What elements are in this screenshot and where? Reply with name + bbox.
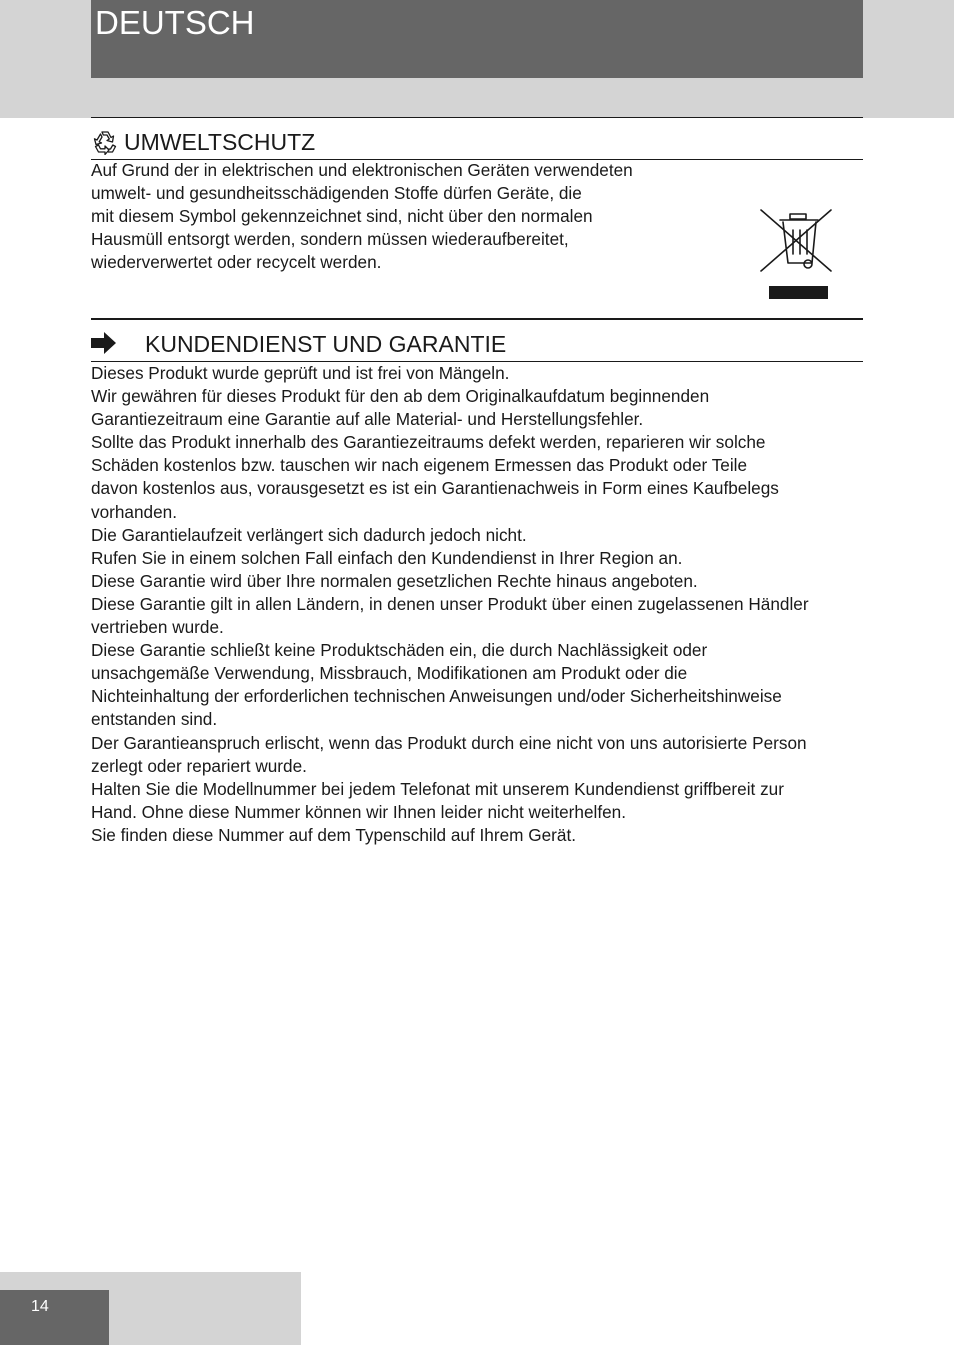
weee-bar bbox=[769, 286, 828, 299]
section-umweltschutz bbox=[91, 117, 863, 307]
umwelt-paragraph bbox=[91, 159, 633, 274]
section-top-rule bbox=[91, 117, 863, 118]
text-line: wiederverwertet oder recycelt werden. bbox=[91, 252, 382, 273]
arrow-right-icon bbox=[91, 332, 117, 354]
kundendienst-paragraph bbox=[91, 362, 809, 847]
text-line: Hand. Ohne diese Nummer können wir Ihnen leider nicht weiterhelfen. bbox=[91, 801, 627, 822]
section-title: UMWELTSCHUTZ bbox=[124, 129, 316, 155]
text-line: Schäden kostenlos bzw. tauschen wir nach eigenem Ermessen das Produkt oder Teile bbox=[91, 455, 748, 476]
text-line: Diese Garantie gilt in allen Ländern, in denen unser Produkt über einen zugelassenen Händler bbox=[91, 593, 809, 614]
text-line: umwelt- und gesundheitsschädigenden Stoffe dürfen Geräte, die bbox=[91, 183, 582, 204]
section-heading bbox=[91, 119, 863, 160]
text-line: vorhanden. bbox=[91, 501, 178, 522]
text-line: Sollte das Produkt innerhalb des Garantiezeitraums defekt werden, reparieren wir solche bbox=[91, 432, 766, 453]
section-top-rule bbox=[91, 318, 863, 320]
text-line: unsachgemäße Verwendung, Missbrauch, Modifikationen am Produkt oder die bbox=[91, 663, 688, 684]
section-kundendienst bbox=[91, 318, 863, 858]
text-line: Sie finden diese Nummer auf dem Typenschild auf Ihrem Gerät. bbox=[91, 824, 576, 845]
text-line: vertrieben wurde. bbox=[91, 617, 224, 638]
text-line: zerlegt oder repariert wurde. bbox=[91, 755, 307, 776]
section-title: KUNDENDIENST UND GARANTIE bbox=[145, 331, 507, 357]
text-line: Rufen Sie in einem solchen Fall einfach den Kundendienst in Ihrer Region an. bbox=[91, 547, 683, 568]
page-language-title: DEUTSCH bbox=[95, 4, 255, 41]
page-number: 14 bbox=[31, 1298, 49, 1315]
crossed-out-wheelie-bin-icon bbox=[760, 208, 834, 274]
section-heading bbox=[91, 321, 863, 362]
text-line: Garantiezeitraum eine Garantie auf alle Material- und Herstellungsfehler. bbox=[91, 409, 644, 430]
text-line: Diese Garantie wird über Ihre normalen gesetzlichen Rechte hinaus angeboten. bbox=[91, 570, 698, 591]
text-line: Dieses Produkt wurde geprüft und ist frei von Mängeln. bbox=[91, 363, 510, 383]
text-line: entstanden sind. bbox=[91, 709, 218, 730]
text-line: Die Garantielaufzeit verlängert sich dadurch jedoch nicht. bbox=[91, 524, 527, 545]
page-number-box bbox=[0, 1290, 109, 1345]
text-line: Hausmüll entsorgt werden, sondern müssen wiederaufbereitet, bbox=[91, 229, 569, 250]
text-line: Auf Grund der in elektrischen und elektronischen Geräten verwendeten bbox=[91, 160, 633, 180]
text-line: davon kostenlos aus, vorausgesetzt es ist ein Garantienachweis in Form eines Kaufbelegs bbox=[91, 478, 779, 499]
text-line: Halten Sie die Modellnummer bei jedem Telefonat mit unserem Kundendienst griffbereit zur bbox=[91, 778, 784, 799]
recycle-icon bbox=[92, 129, 118, 155]
text-line: Nichteinhaltung der erforderlichen technischen Anweisungen und/oder Sicherheitshinweise bbox=[91, 686, 782, 707]
text-line: mit diesem Symbol gekennzeichnet sind, nicht über den normalen bbox=[91, 206, 593, 227]
text-line: Der Garantieanspruch erlischt, wenn das Produkt durch eine nicht von uns autorisierte Person bbox=[91, 732, 807, 753]
text-line: Diese Garantie schließt keine Produktschäden ein, die durch Nachlässigkeit oder bbox=[91, 640, 708, 661]
text-line: Wir gewähren für dieses Produkt für den ab dem Originalkaufdatum beginnenden bbox=[91, 386, 710, 407]
